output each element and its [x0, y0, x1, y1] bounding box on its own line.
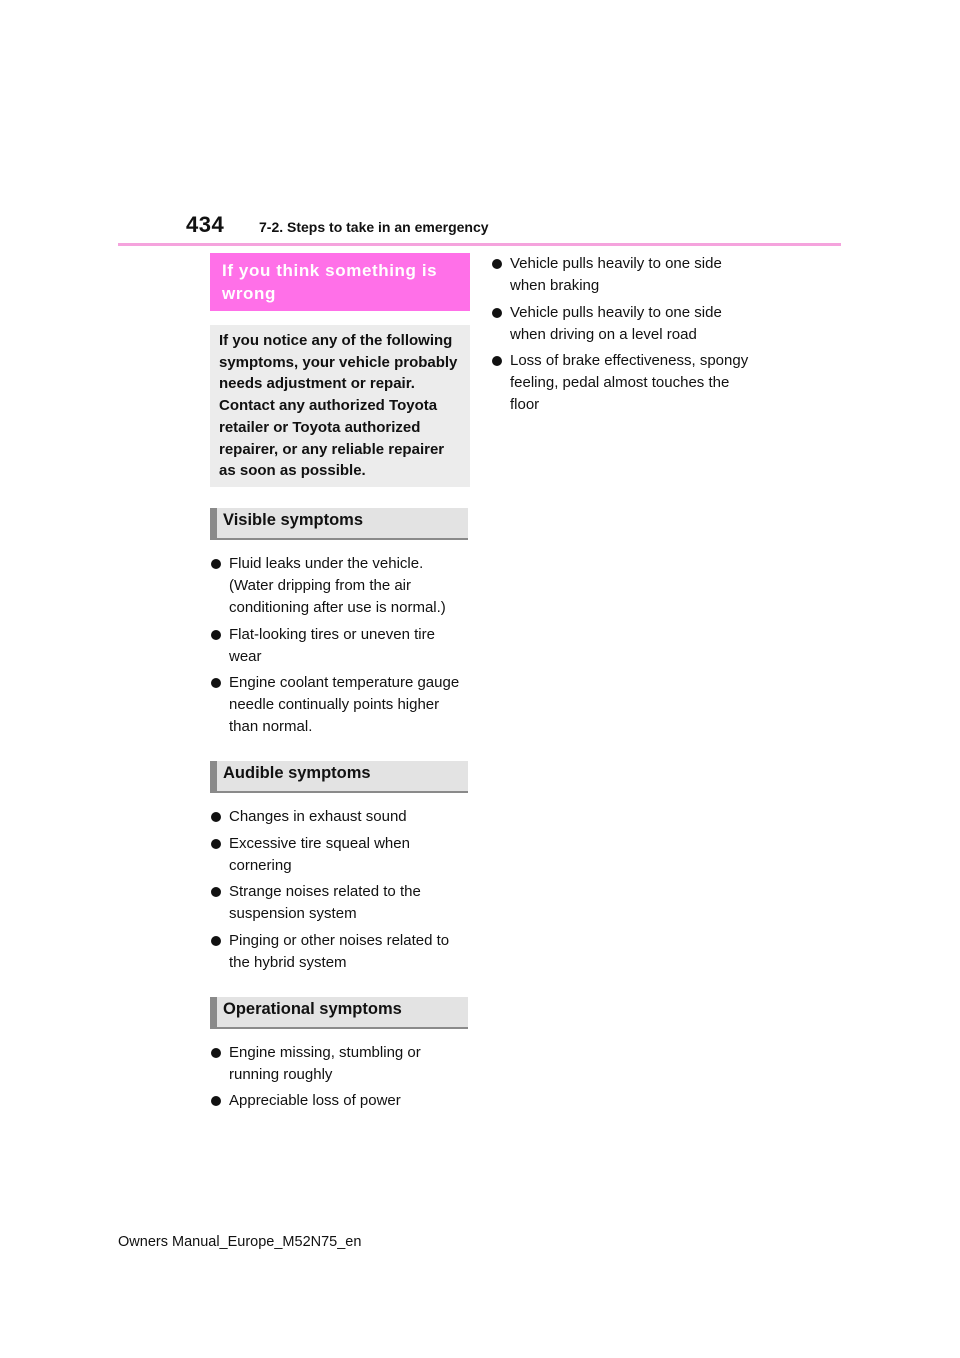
footer-text: Owners Manual_Europe_M52N75_en [118, 1234, 362, 1250]
list-item [491, 350, 761, 416]
audible-symptoms-list [210, 806, 470, 974]
visible-symptoms-list [210, 553, 470, 738]
bullet-icon [211, 839, 221, 849]
bullet-icon [211, 1096, 221, 1106]
list-item [210, 553, 470, 619]
header-divider [118, 243, 841, 246]
bullet-icon [211, 936, 221, 946]
list-item [210, 930, 470, 974]
list-item [210, 881, 470, 925]
list-item [210, 806, 470, 828]
list-item-text: Loss of brake effectiveness, spongy feeling, pedal almost touches the floor [510, 352, 749, 413]
visible-symptoms-heading: Visible symptoms [210, 508, 468, 540]
bullet-icon [492, 259, 502, 269]
list-item [491, 253, 761, 297]
list-item [210, 1042, 470, 1086]
list-item-text: Vehicle pulls heavily to one side when braking [510, 255, 722, 294]
bullet-icon [211, 559, 221, 569]
section-title: 7-2. Steps to take in an emergency [259, 219, 489, 235]
audible-symptoms-heading: Audible symptoms [210, 761, 468, 793]
operational-symptoms-list [210, 1042, 470, 1113]
bullet-icon [211, 630, 221, 640]
intro-box: If you notice any of the following symptoms, your vehicle probably needs adjustment or repair. Contact any authorized Toyota retailer or Toyota authorized repairer, or any reliable repairer as soon as possible. [210, 325, 470, 487]
bullet-icon [492, 356, 502, 366]
list-item-text: Fluid leaks under the vehicle. (Water dripping from the air conditioning after use is normal.) [229, 555, 446, 616]
list-item-text: Excessive tire squeal when cornering [229, 834, 410, 874]
list-item-text: Vehicle pulls heavily to one side when driving on a level road [510, 303, 722, 343]
list-item-text: Engine coolant temperature gauge needle continually points higher than normal. [229, 674, 460, 735]
page-title: If you think something is wrong [210, 253, 470, 311]
list-item [210, 833, 470, 877]
list-item-text: Pinging or other noises related to the hybrid system [229, 931, 450, 971]
list-item [210, 624, 470, 668]
list-item [210, 672, 470, 738]
list-item [210, 1090, 470, 1112]
bullet-icon [211, 678, 221, 688]
right-column [491, 253, 761, 421]
list-item-text: Engine missing, stumbling or running roughly [229, 1043, 421, 1083]
list-item-text: Appreciable loss of power [229, 1092, 401, 1109]
operational-symptoms-list-continued [491, 253, 761, 416]
bullet-icon [211, 1048, 221, 1058]
bullet-icon [211, 812, 221, 822]
list-item-text: Flat-looking tires or uneven tire wear [229, 625, 435, 665]
bullet-icon [211, 887, 221, 897]
left-column [210, 253, 470, 1117]
operational-symptoms-heading: Operational symptoms [210, 997, 468, 1029]
list-item-text: Changes in exhaust sound [229, 808, 407, 825]
bullet-icon [492, 308, 502, 318]
list-item [491, 302, 761, 346]
page-number: 434 [186, 212, 225, 237]
list-item-text: Strange noises related to the suspension system [229, 883, 421, 922]
